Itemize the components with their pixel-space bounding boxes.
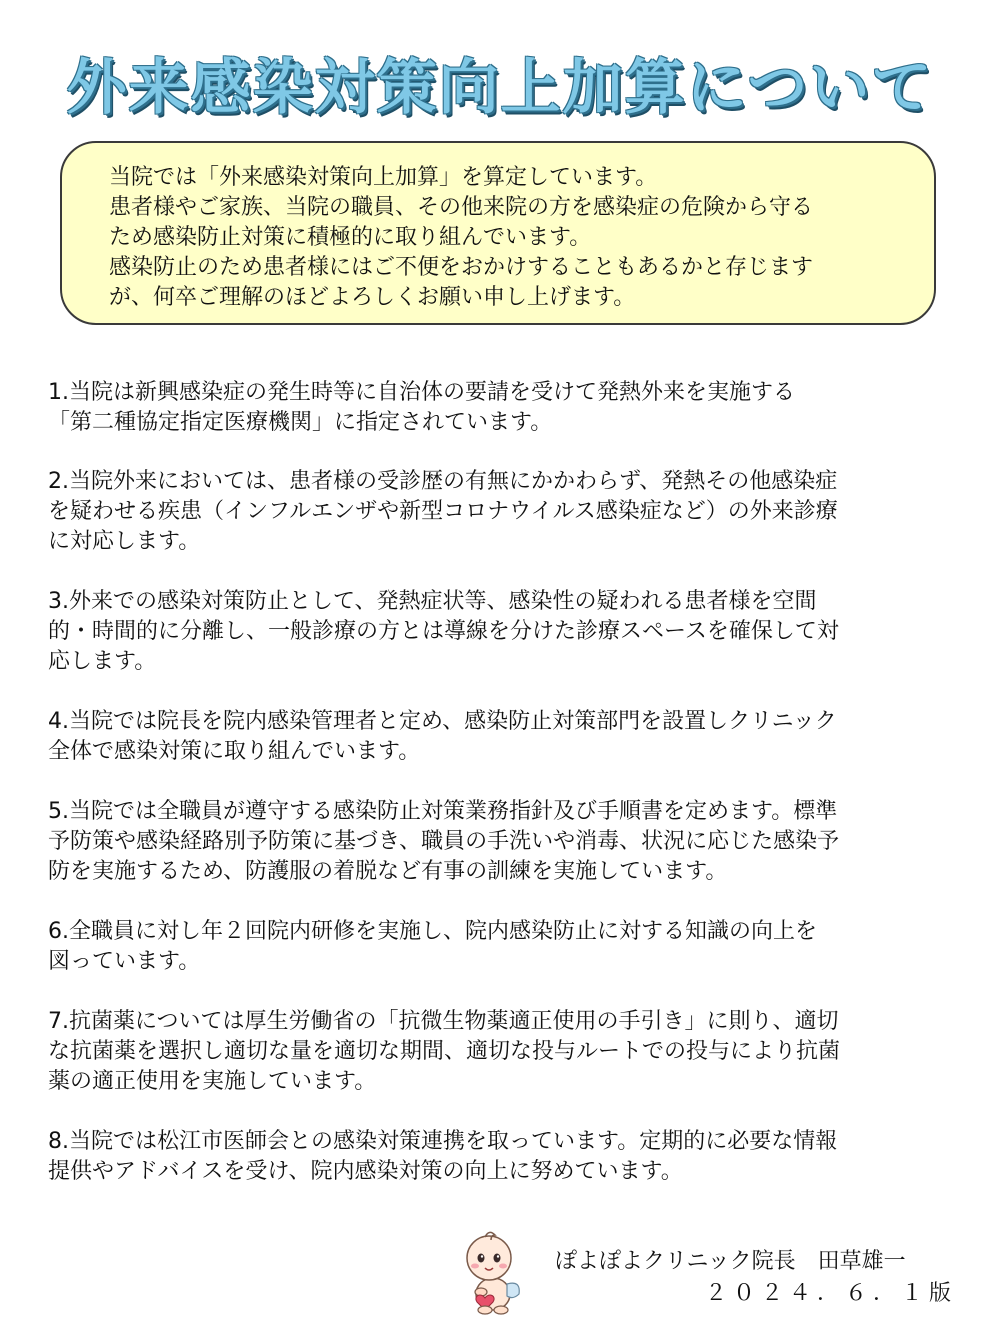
policy-line: 7.抗菌薬については厚生労働省の「抗微生物薬適正使用の手引き」に則り、適切 bbox=[48, 1009, 839, 1034]
policy-item-6 bbox=[48, 917, 817, 977]
notice-line: 感染防止のため患者様にはご不便をおかけすることもあるかと存じます bbox=[109, 255, 814, 280]
policy-item-7 bbox=[48, 1007, 840, 1097]
policy-line: 全体で感染対策に取り組んでいます。 bbox=[48, 739, 421, 764]
policy-line: 5.当院では全職員が遵守する感染防止対策業務指針及び手順書を定めます。標準 bbox=[48, 799, 838, 824]
notice-line: が、何卒ご理解のほどよろしくお願い申し上げます。 bbox=[109, 285, 636, 310]
policy-line: 3.外来での感染対策防止として、発熱症状等、感染性の疑われる患者様を空間 bbox=[48, 589, 817, 614]
policy-line: 予防策や感染経路別予防策に基づき、職員の手洗いや消毒、状況に応じた感染予 bbox=[48, 829, 840, 854]
policy-item-5 bbox=[48, 797, 839, 887]
policy-item-2 bbox=[48, 467, 838, 557]
policy-line: 防を実施するため、防護服の着脱など有事の訓練を実施しています。 bbox=[48, 859, 728, 884]
notice-line: 当院では「外来感染対策向上加算」を算定しています。 bbox=[109, 165, 658, 190]
policy-line: 「第二種協定指定医療機関」に指定されています。 bbox=[48, 410, 553, 435]
policy-line: 1.当院は新興感染症の発生時等に自治体の要請を受けて発熱外来を実施する bbox=[48, 380, 795, 405]
notice-line: 患者様やご家族、当院の職員、その他来院の方を感染症の危険から守る bbox=[109, 195, 814, 220]
policy-line: な抗菌薬を選択し適切な量を適切な期間、適切な投与ルートでの投与により抗菌 bbox=[48, 1039, 841, 1064]
policy-line: 4.当院では院長を院内感染管理者と定め、感染防止対策部門を設置しクリニック bbox=[48, 709, 837, 734]
policy-line: 6.全職員に対し年２回院内研修を実施し、院内感染防止に対する知識の向上を bbox=[48, 919, 817, 944]
policy-item-1 bbox=[48, 378, 795, 438]
policy-line: 図っています。 bbox=[48, 949, 201, 974]
signature-block bbox=[555, 1246, 975, 1310]
policy-line: 的・時間的に分離し、一般診療の方とは導線を分けた診療スペースを確保して対 bbox=[48, 619, 839, 644]
notice-line: ため感染防止対策に積極的に取り組んでいます。 bbox=[109, 225, 592, 250]
page-title: 外来感染対策向上加算について bbox=[66, 53, 934, 123]
policy-line: を疑わせる疾患（インフルエンザや新型コロナウイルス感染症など）の外来診療 bbox=[48, 499, 838, 524]
notice-box bbox=[60, 141, 936, 325]
policy-line: 応します。 bbox=[48, 649, 157, 674]
policy-item-4 bbox=[48, 707, 837, 767]
baby-mascot-icon bbox=[455, 1228, 525, 1316]
signature-name: ぽよぽよクリニック院長 田草雄一 bbox=[555, 1249, 906, 1274]
policy-line: 薬の適正使用を実施しています。 bbox=[48, 1069, 377, 1094]
policy-line: に対応します。 bbox=[48, 529, 201, 554]
policy-item-8 bbox=[48, 1127, 837, 1187]
policy-line: 提供やアドバイスを受け、院内感染対策の向上に努めています。 bbox=[48, 1159, 683, 1184]
policy-item-3 bbox=[48, 587, 839, 677]
policy-line: 8.当院では松江市医師会との感染対策連携を取っています。定期的に必要な情報 bbox=[48, 1129, 838, 1154]
policy-line: 2.当院外来においては、患者様の受診歴の有無にかかわらず、発熱その他感染症 bbox=[48, 469, 838, 494]
signature-date: ２０２４．６．１版 bbox=[705, 1281, 958, 1306]
